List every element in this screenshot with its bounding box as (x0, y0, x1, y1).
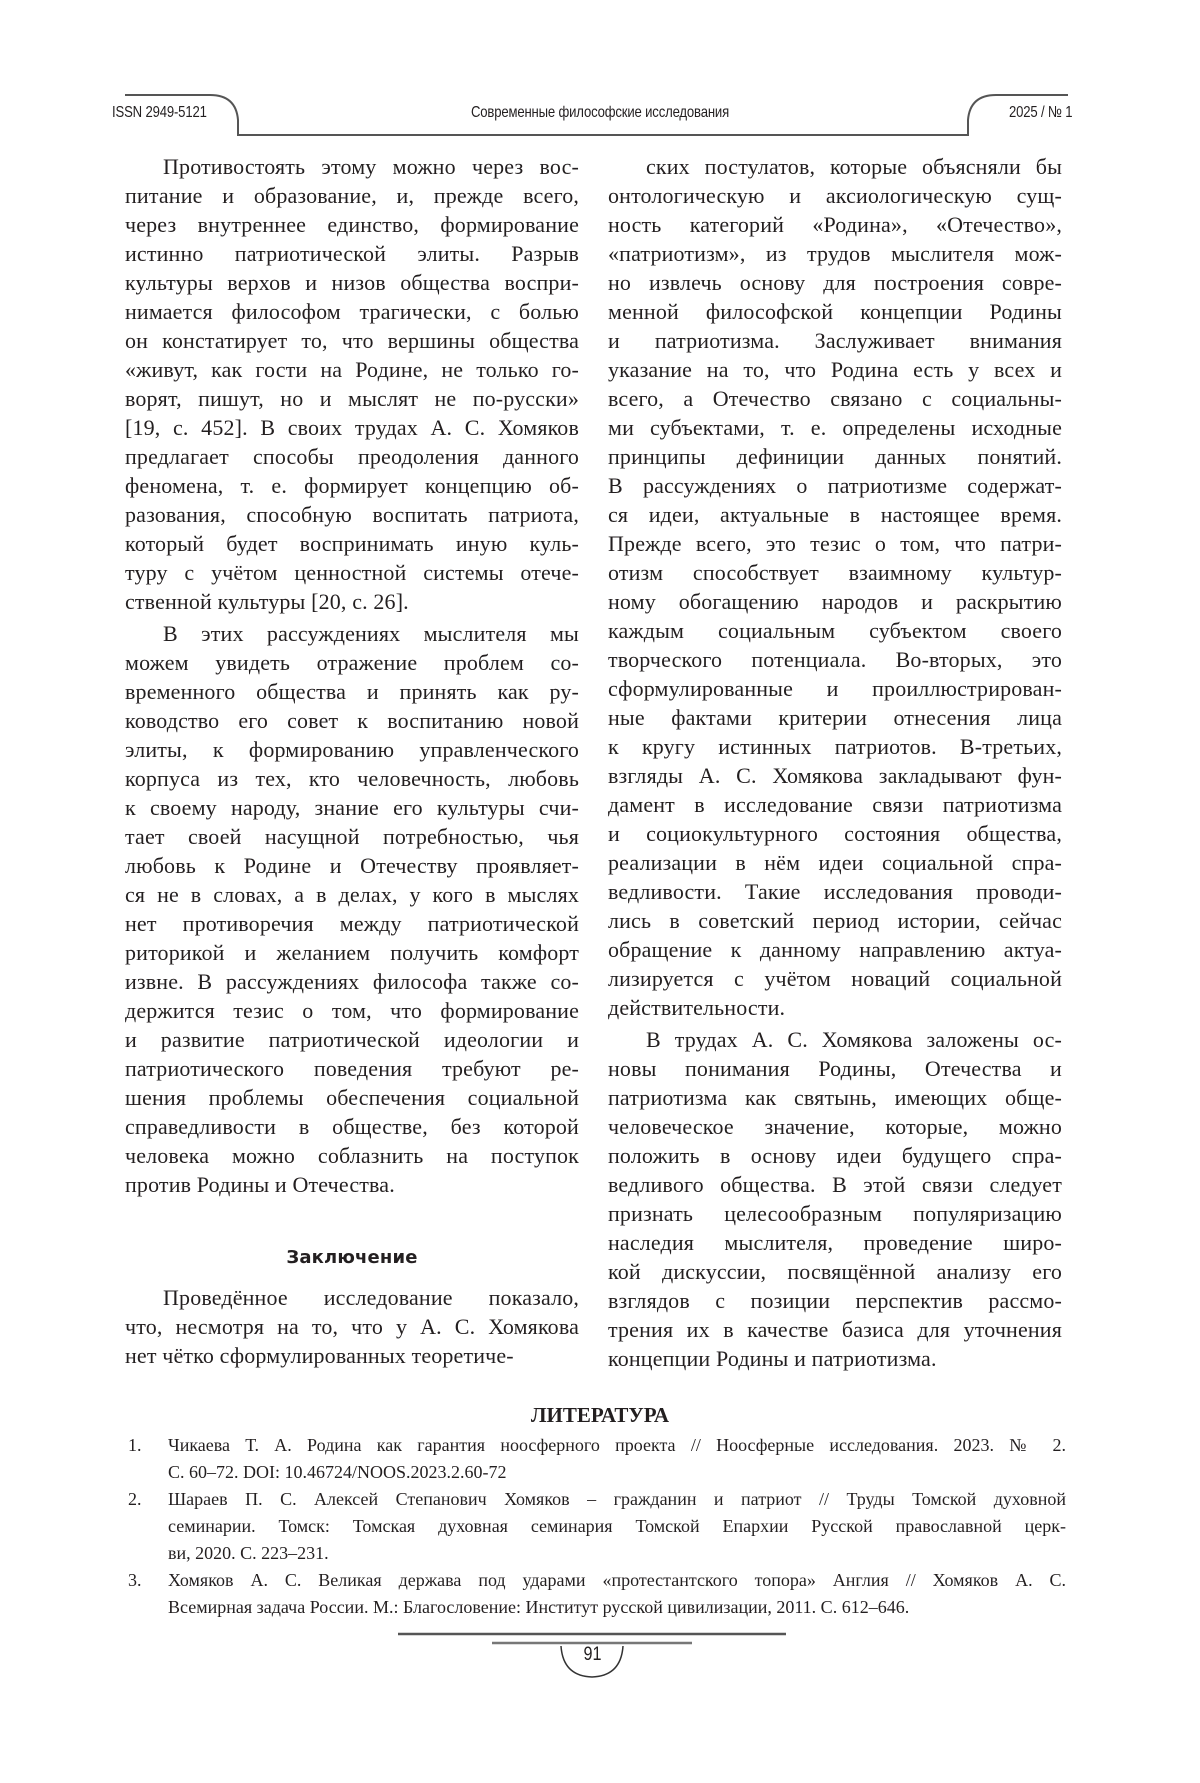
text-line: истинно патриотической элиты. Разрыв (125, 239, 579, 268)
right-column (608, 152, 1062, 1376)
text-line: В рассуждениях о патриотизме содержат- (608, 471, 1062, 500)
issn: ISSN 2949-5121 (112, 104, 207, 122)
paragraph (125, 152, 579, 616)
text-line: человека можно соблазнить на поступок (125, 1141, 579, 1170)
text-line: который будет воспринимать иную куль- (125, 529, 579, 558)
reference-line: Чикаева Т. А. Родина как гарантия ноосферного проекта // Ноосферные исследования. 2023. № 2. (168, 1432, 1066, 1459)
text-line: нет противоречия между патриотической (125, 909, 579, 938)
reference-line: С. 60–72. DOI: 10.46724/NOOS.2023.2.60-72 (168, 1459, 1066, 1486)
text-line: предлагает способы преодоления данного (125, 442, 579, 471)
text-line: тает своей насущной потребностью, чья (125, 822, 579, 851)
text-line: Противостоять этому можно через вос- (125, 152, 579, 181)
text-line: В трудах А. С. Хомякова заложены ос- (608, 1025, 1062, 1054)
reference-item (128, 1432, 1066, 1486)
text-line: держится тезис о том, что формирование (125, 996, 579, 1025)
text-line: концепции Родины и патриотизма. (608, 1344, 1062, 1373)
conclusion-body (125, 1283, 579, 1370)
text-line: ведливости. Такие исследования проводи- (608, 877, 1062, 906)
text-line: питание и образование, и, прежде всего, (125, 181, 579, 210)
reference-item (128, 1486, 1066, 1567)
text-line: взгляды А. С. Хомякова закладывают фун- (608, 761, 1062, 790)
reference-number: 2. (128, 1486, 142, 1513)
text-line: справедливости в обществе, без которой (125, 1112, 579, 1141)
text-line: шения проблемы обеспечения социальной (125, 1083, 579, 1112)
text-line: через внутреннее единство, формирование (125, 210, 579, 239)
text-line: ся не в словах, а в делах, у кого в мыслях (125, 880, 579, 909)
paragraph (125, 1283, 579, 1370)
text-line: риторикой и желанием получить комфорт (125, 938, 579, 967)
text-line: принципы дефиниции данных понятий. (608, 442, 1062, 471)
text-line: ворят, пишут, но и мыслят не по-русски» (125, 384, 579, 413)
text-line: разования, способную воспитать патриота, (125, 500, 579, 529)
reference-line: Шараев П. С. Алексей Степанович Хомяков – гражданин и патриот // Труды Томской духовной (168, 1486, 1066, 1513)
left-body (125, 152, 579, 1199)
text-line: извне. В рассуждениях философа также со- (125, 967, 579, 996)
left-column (125, 152, 579, 1373)
text-line: временного общества и принять как ру- (125, 677, 579, 706)
text-line: культуры верхов и низов общества воспри- (125, 268, 579, 297)
text-line: против Родины и Отечества. (125, 1170, 579, 1199)
text-line: взглядов с позиции перспектив рассмо- (608, 1286, 1062, 1315)
right-body (608, 152, 1062, 1373)
journal-title: Современные философские исследования (471, 104, 729, 122)
paragraph (608, 152, 1062, 1022)
reference-line: ви, 2020. С. 223–231. (168, 1540, 1066, 1567)
reference-line: Хомяков А. С. Великая держава под ударами «протестантского топора» Англия // Хомяков А. С. (168, 1567, 1066, 1594)
text-line: нимается философом трагически, с болью (125, 297, 579, 326)
text-line: нет чётко сформулированных теоретиче- (125, 1341, 579, 1370)
references-list (128, 1432, 1066, 1621)
reference-number: 3. (128, 1567, 142, 1594)
text-line: что, несмотря на то, что у А. С. Хомякова (125, 1312, 579, 1341)
text-line: ководство его совет к воспитанию новой (125, 706, 579, 735)
text-line: элиты, к формированию управленческого (125, 735, 579, 764)
paragraph (125, 619, 579, 1199)
text-line: патриотического поведения требуют ре- (125, 1054, 579, 1083)
text-line: ся идеи, актуальные в настоящее время. (608, 500, 1062, 529)
text-line: менной философской концепции Родины (608, 297, 1062, 326)
text-line: В этих рассуждениях мыслителя мы (125, 619, 579, 648)
text-line: ность категорий «Родина», «Отечество», (608, 210, 1062, 239)
text-line: любовь к Родине и Отечеству проявляет- (125, 851, 579, 880)
issue-number: 2025 / № 1 (1008, 104, 1072, 122)
text-line: сформулированные и проиллюстрирован- (608, 674, 1062, 703)
reference-line: семинарии. Томск: Томская духовная семинария Томской Епархии Русской православной церк- (168, 1513, 1066, 1540)
paragraph (608, 1025, 1062, 1373)
text-line: реализации в нём идеи социальной спра- (608, 848, 1062, 877)
text-line: творческого потенциала. Во-вторых, это (608, 645, 1062, 674)
text-line: феномена, т. е. формирует концепцию об- (125, 471, 579, 500)
text-line: признать целесообразным популяризацию (608, 1199, 1062, 1228)
page-number: 91 (89, 1644, 1096, 1666)
text-line: [19, с. 452]. В своих трудах А. С. Хомяков (125, 413, 579, 442)
reference-number: 1. (128, 1432, 142, 1459)
text-line: туру с учётом ценностной системы отече- (125, 558, 579, 587)
text-line: ских постулатов, которые объясняли бы (608, 152, 1062, 181)
text-line: ственной культуры [20, с. 26]. (125, 587, 579, 616)
text-line: дамент в исследование связи патриотизма (608, 790, 1062, 819)
text-line: новы понимания Родины, Отечества и (608, 1054, 1062, 1083)
text-line: Прежде всего, это тезис о том, что патри- (608, 529, 1062, 558)
text-line: указание на то, что Родина есть у всех и (608, 355, 1062, 384)
text-line: и патриотизма. Заслуживает внимания (608, 326, 1062, 355)
reference-item (128, 1567, 1066, 1621)
references-title: ЛИТЕРАТУРА (0, 1403, 1200, 1428)
text-line: он констатирует то, что вершины общества (125, 326, 579, 355)
text-line: и развитие патриотической идеологии и (125, 1025, 579, 1054)
text-line: ному обогащению народов и раскрытию (608, 587, 1062, 616)
text-line: ведливого общества. В этой связи следует (608, 1170, 1062, 1199)
text-line: к своему народу, знание его культуры счи- (125, 793, 579, 822)
text-line: кой дискуссии, посвящённой анализу его (608, 1257, 1062, 1286)
text-line: лись в советский период истории, сейчас (608, 906, 1062, 935)
text-line: Проведённое исследование показало, (125, 1283, 579, 1312)
text-line: патриотизма как святынь, имеющих обще- (608, 1083, 1062, 1112)
text-line: ные фактами критерии отнесения лица (608, 703, 1062, 732)
text-line: трения их в качестве базиса для уточнения (608, 1315, 1062, 1344)
text-line: положить в основу идеи будущего спра- (608, 1141, 1062, 1170)
text-line: к кругу истинных патриотов. В-третьих, (608, 732, 1062, 761)
text-line: действительности. (608, 993, 1062, 1022)
section-heading-conclusion: Заключение (125, 1243, 579, 1273)
text-line: человеческое значение, которые, можно (608, 1112, 1062, 1141)
text-line: онтологическую и аксиологическую сущ- (608, 181, 1062, 210)
text-line: обращение к данному направлению актуа- (608, 935, 1062, 964)
text-line: можем увидеть отражение проблем со- (125, 648, 579, 677)
text-line: «патриотизм», из трудов мыслителя мож- (608, 239, 1062, 268)
text-line: «живут, как гости на Родине, не только го- (125, 355, 579, 384)
text-line: ми субъектами, т. е. определены исходные (608, 413, 1062, 442)
text-line: корпуса из тех, кто человечность, любовь (125, 764, 579, 793)
text-line: но извлечь основу для построения совре- (608, 268, 1062, 297)
text-line: каждым социальным субъектом своего (608, 616, 1062, 645)
reference-line: Всемирная задача России. М.: Благословение: Институт русской цивилизации, 2011. С. 612–646. (168, 1594, 1066, 1621)
text-line: всего, а Отечество связано с социальны- (608, 384, 1062, 413)
text-line: лизируется с учётом новаций социальной (608, 964, 1062, 993)
text-line: отизм способствует взаимному культур- (608, 558, 1062, 587)
text-line: и социокультурного состояния общества, (608, 819, 1062, 848)
text-line: наследия мыслителя, проведение широ- (608, 1228, 1062, 1257)
